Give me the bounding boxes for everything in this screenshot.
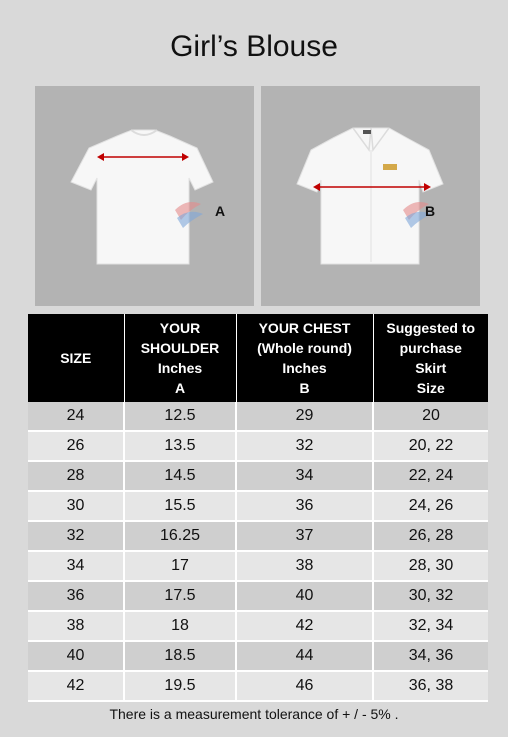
cell-chest: 38	[236, 551, 373, 581]
cell-skirt-size: 28, 30	[373, 551, 488, 581]
blouse-back-shape	[71, 130, 213, 264]
column-header-line: Inches	[282, 360, 327, 376]
table-row	[28, 402, 488, 431]
cell-chest: 34	[236, 461, 373, 491]
cell-shoulder: 18.5	[124, 641, 236, 671]
cell-skirt-size: 30, 32	[373, 581, 488, 611]
cell-skirt-size: 22, 24	[373, 461, 488, 491]
size-chart-table	[28, 314, 488, 702]
cell-skirt-size: 34, 36	[373, 641, 488, 671]
cell-size: 38	[28, 611, 124, 641]
cell-shoulder: 15.5	[124, 491, 236, 521]
page-title: Girl’s Blouse	[170, 30, 338, 63]
cell-skirt-size: 26, 28	[373, 521, 488, 551]
column-header-skirt-size	[373, 314, 488, 402]
cell-size: 24	[28, 402, 124, 431]
column-header-line: Inches	[157, 360, 203, 376]
column-header-line: purchase	[399, 340, 462, 356]
cell-chest: 40	[236, 581, 373, 611]
cell-size: 30	[28, 491, 124, 521]
table-row	[28, 431, 488, 461]
cell-chest: 37	[236, 521, 373, 551]
cell-shoulder: 16.25	[124, 521, 236, 551]
cell-skirt-size: 20	[373, 402, 488, 431]
cell-size: 42	[28, 671, 124, 701]
size-chart-header-row	[28, 314, 488, 402]
column-header-line: (Whole round)	[257, 340, 352, 356]
cell-skirt-size: 24, 26	[373, 491, 488, 521]
cell-size: 28	[28, 461, 124, 491]
column-header-line: Suggested to	[386, 320, 476, 336]
table-row	[28, 521, 488, 551]
cell-chest: 32	[236, 431, 373, 461]
cell-skirt-size: 32, 34	[373, 611, 488, 641]
column-header-line: YOUR	[159, 320, 201, 336]
cell-chest: 46	[236, 671, 373, 701]
tolerance-note: There is a measurement tolerance of + / - 5% .	[109, 706, 399, 722]
table-row	[28, 461, 488, 491]
cell-shoulder: 19.5	[124, 671, 236, 701]
blouse-front-photo	[261, 86, 480, 306]
cell-shoulder: 17	[124, 551, 236, 581]
column-header-line: SIZE	[60, 350, 92, 366]
table-row	[28, 551, 488, 581]
column-header-line: A	[174, 380, 186, 396]
cell-chest: 29	[236, 402, 373, 431]
column-header-line: YOUR CHEST	[258, 320, 351, 336]
cell-skirt-size: 36, 38	[373, 671, 488, 701]
table-row	[28, 491, 488, 521]
column-header-line: SHOULDER	[140, 340, 220, 356]
measure-label-b: B	[425, 203, 436, 219]
cell-size: 36	[28, 581, 124, 611]
cell-chest: 36	[236, 491, 373, 521]
blouse-back-photo	[35, 86, 254, 306]
cell-shoulder: 14.5	[124, 461, 236, 491]
column-header-line: B	[299, 380, 310, 396]
cell-size: 40	[28, 641, 124, 671]
blouse-front-shape	[297, 128, 443, 264]
cell-size: 32	[28, 521, 124, 551]
column-header-line: Size	[416, 380, 445, 396]
measure-label-a: A	[215, 203, 226, 219]
column-header-chest	[236, 314, 373, 402]
cell-size: 34	[28, 551, 124, 581]
cell-chest: 44	[236, 641, 373, 671]
cell-shoulder: 17.5	[124, 581, 236, 611]
table-row	[28, 581, 488, 611]
table-row	[28, 641, 488, 671]
column-header-size	[28, 314, 124, 402]
table-row	[28, 671, 488, 701]
cell-shoulder: 12.5	[124, 402, 236, 431]
cell-shoulder: 18	[124, 611, 236, 641]
cell-skirt-size: 20, 22	[373, 431, 488, 461]
cell-shoulder: 13.5	[124, 431, 236, 461]
column-header-shoulder	[124, 314, 236, 402]
column-header-line: Skirt	[415, 360, 447, 376]
cell-chest: 42	[236, 611, 373, 641]
table-row	[28, 611, 488, 641]
cell-size: 26	[28, 431, 124, 461]
